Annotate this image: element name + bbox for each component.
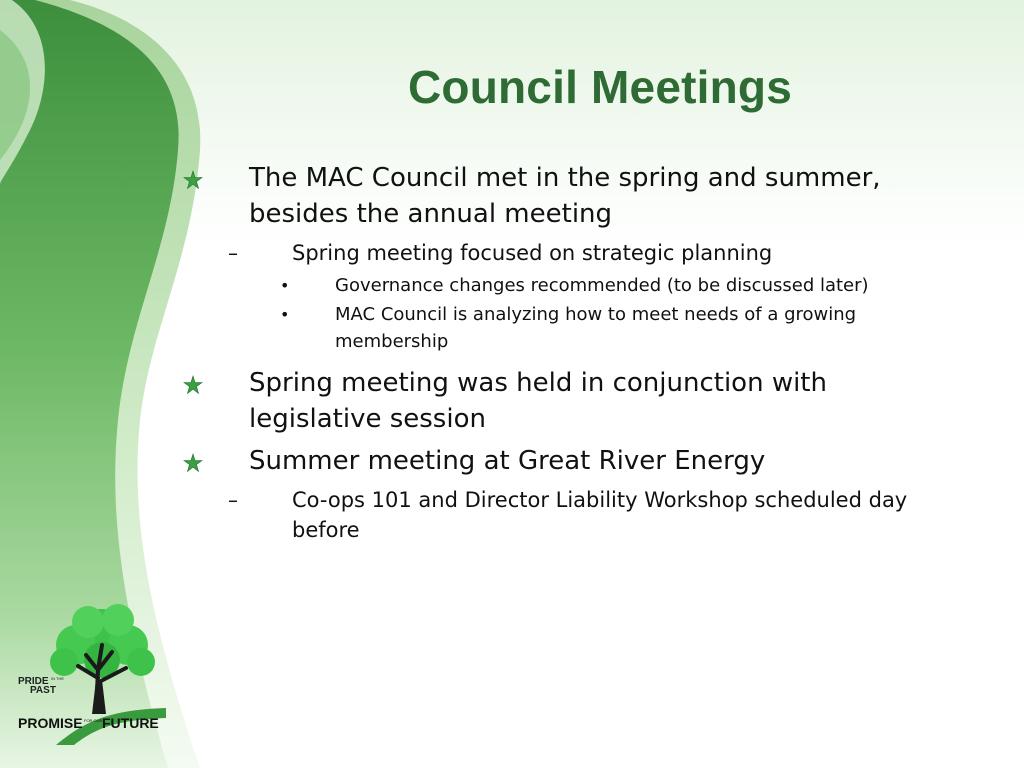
list-item-text: Co-ops 101 and Director Liability Workshop scheduled day before [292, 488, 908, 542]
logo-text-future: FUTURE [102, 715, 159, 731]
list-item-text: Spring meeting focused on strategic planning [292, 241, 773, 265]
dash-bullet: – [228, 488, 238, 512]
list-item [180, 272, 960, 299]
green-star-icon [182, 374, 204, 396]
list-item-text: Summer meeting at Great River Energy [249, 446, 766, 476]
list-item-text: MAC Council is analyzing how to meet needs of a growing membership [335, 304, 857, 352]
logo-text-past: PAST [30, 685, 56, 696]
dash-bullet: – [228, 241, 238, 265]
bullet-list [180, 160, 960, 549]
pride-promise-logo [16, 600, 176, 745]
list-item-text: Governance changes recommended (to be discussed later) [335, 275, 869, 296]
list-item-text: The MAC Council met in the spring and summer, besides the annual meeting [249, 163, 881, 229]
list-item [180, 365, 960, 437]
dot-bullet: • [280, 305, 290, 324]
tree-icon [50, 604, 155, 714]
logo-text-for-our: FOR OUR [84, 718, 103, 723]
logo-text-in-the: IN THE [51, 676, 65, 681]
list-item [180, 160, 960, 232]
green-star-icon [182, 169, 204, 191]
list-item [180, 485, 960, 545]
dot-bullet: • [280, 276, 290, 295]
logo-text-promise: PROMISE [18, 715, 83, 731]
slide-title: Council Meetings [407, 61, 792, 113]
list-item [180, 443, 960, 479]
green-star-icon [182, 452, 204, 474]
list-item-text: Spring meeting was held in conjunction with legislative session [249, 368, 827, 434]
logo-text-pride: PRIDE [18, 676, 49, 687]
list-item [180, 238, 960, 268]
list-item [180, 301, 960, 355]
